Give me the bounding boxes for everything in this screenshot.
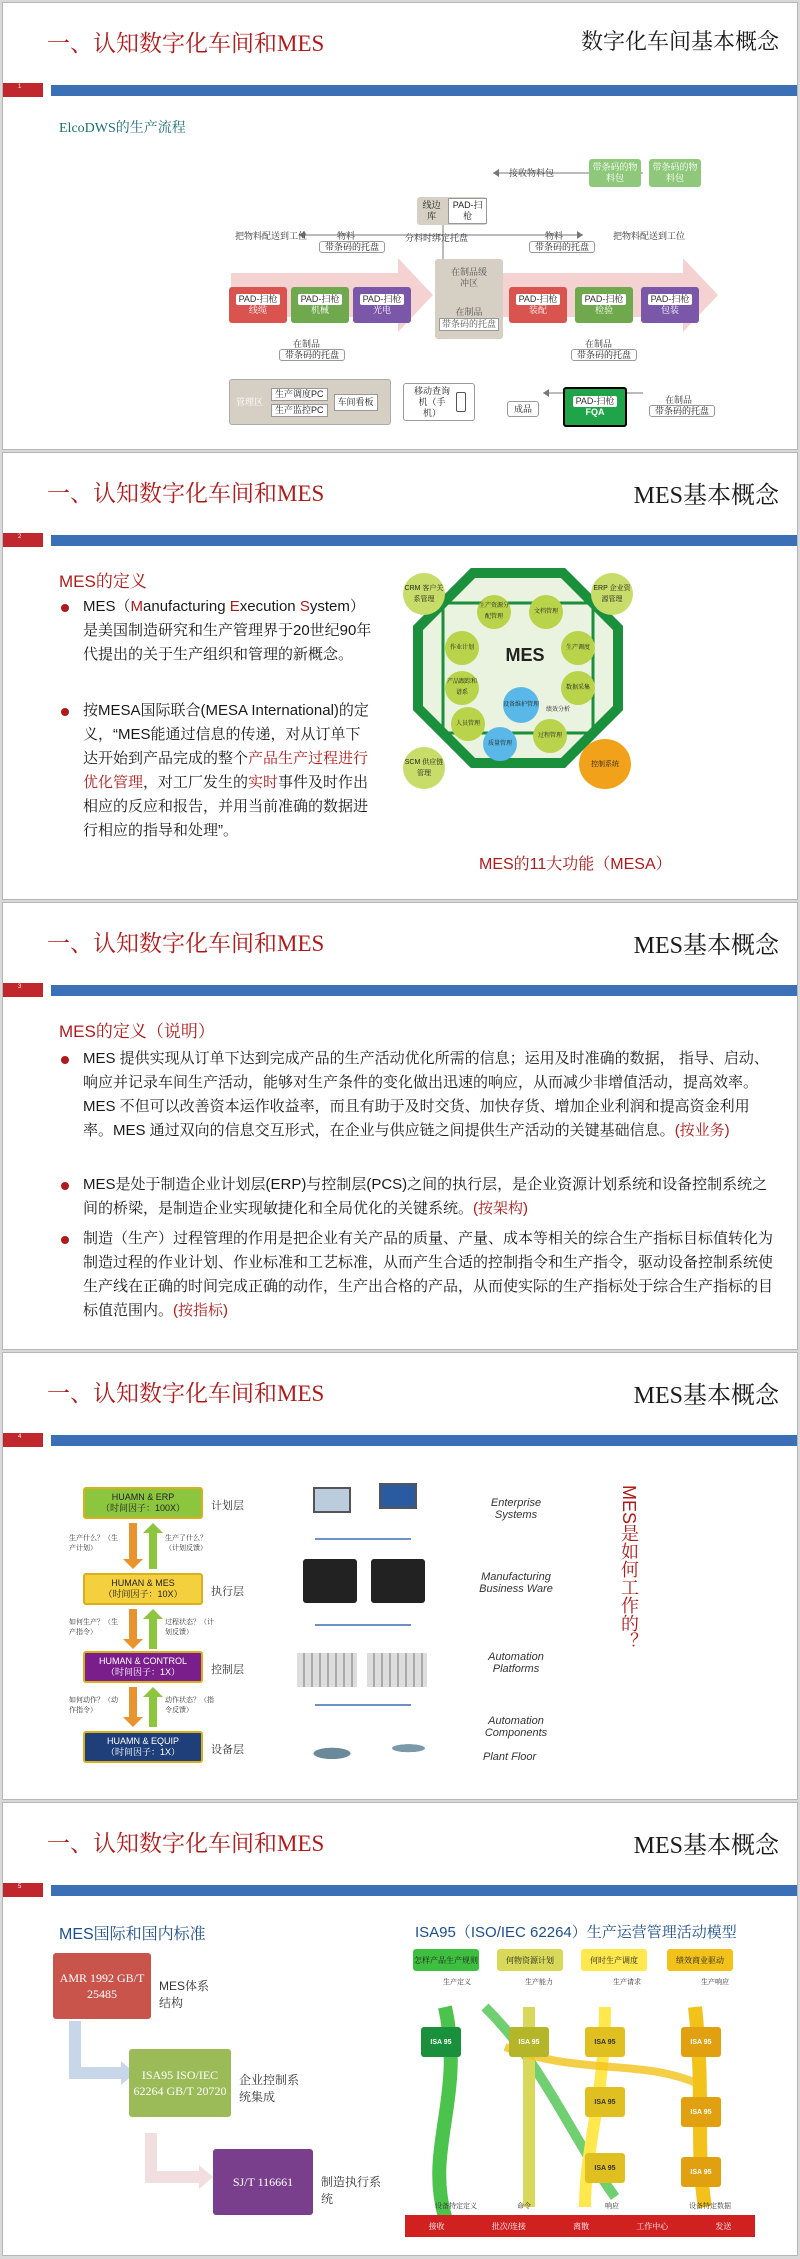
slide-3 [2, 902, 798, 1350]
func-2: 文档管理 [529, 595, 563, 629]
bullet-mesa-definition: 按MESA国际联合(MESA International)的定义，“MES能通过信息的传递，对从订单下达开始到产品完成的整个产品生产过程进行优化管理，对工厂发生的实时事件及时作出相应的反应和报告，并用当前准确的数据进行相应的指导和处理”。 [83, 699, 373, 843]
isa-box-6: ISA 95 [681, 2097, 721, 2127]
plc-icon-2 [367, 1653, 427, 1687]
equipment-icon [281, 1717, 451, 1769]
plc-icon-1 [297, 1653, 357, 1687]
station-2-label: 机械 [310, 305, 329, 315]
func-3: 作业计划 [445, 631, 479, 665]
bullet-dot [61, 1182, 69, 1190]
tray-wip-right: 带条码的托盘 [571, 349, 637, 361]
flow-arrows [3, 3, 798, 450]
mes-center: MES [505, 644, 545, 665]
isa95-flows [405, 1947, 755, 2243]
q3a: 如何动作？（动作指令） [69, 1697, 118, 1714]
barcode-pkg-1: 带条码的物料包 [589, 159, 641, 187]
pad-4: PAD-扫枪 [516, 294, 561, 305]
flow-subtitle: ElcoDWS的生产流程 [59, 121, 186, 136]
crm-circle: CRM 客户关系管理 [403, 573, 445, 615]
q2b: 过程状态？（计划反馈） [165, 1619, 214, 1636]
section-title: 一、认知数字化车间和MES [47, 1831, 325, 1856]
board: 车间看板 [334, 394, 378, 411]
std-isa95: ISA95 ISO/IEC 62264 GB/T 20720 [129, 2049, 231, 2117]
slide-number: 3 [18, 984, 22, 990]
buffer-area [435, 259, 503, 339]
bottom-label-1: 接收 [428, 2221, 445, 2231]
management-area [229, 379, 391, 425]
send-right-label: 把物料配送到工位 [613, 231, 686, 241]
isa-box-7: ISA 95 [585, 2153, 625, 2183]
std-amr: AMR 1992 GB/T 25485 [53, 1953, 151, 2019]
panel-icon-1 [303, 1559, 357, 1603]
wip-left-label: 在制品 [293, 339, 321, 349]
layer-erp-label: 计划层 [211, 1500, 244, 1512]
isa-box-1: ISA 95 [421, 2027, 461, 2057]
laptop-icon-1 [313, 1487, 351, 1513]
section-title: 一、认知数字化车间和MES [47, 481, 325, 506]
pad-fqa: PAD-扫枪 [573, 396, 618, 407]
layer-equip-factor: （时间因子：1X） [105, 1747, 180, 1757]
arch-enterprise: Enterprise Systems [490, 1497, 542, 1521]
bottom-band [405, 2215, 755, 2237]
bottom-mid1-note: 命令 [517, 2203, 531, 2210]
slide-5 [2, 1802, 798, 2256]
wip-fqa-label: 在制品 [665, 395, 693, 405]
layer-control-label: 控制层 [211, 1664, 244, 1676]
layer-erp-factor: （时间因子：100X） [100, 1503, 186, 1513]
pad-3: PAD-扫枪 [360, 294, 405, 305]
station-4 [509, 287, 567, 323]
func-6: 数据采集 [561, 671, 595, 705]
arch-automation-platforms: Automation Platforms [488, 1651, 544, 1675]
layer-mes-factor: （时间因子：10X） [103, 1589, 183, 1599]
station-3 [353, 287, 411, 323]
section-title: 一、认知数字化车间和MES [47, 1381, 325, 1406]
finished-goods: 成品 [507, 401, 539, 417]
tray-wip-left: 带条码的托盘 [279, 349, 345, 361]
slide-number: 2 [18, 534, 22, 540]
send-left-label: 把物料配送到工位 [235, 231, 308, 241]
fqa-label: FQA [585, 407, 605, 417]
station-1-label: 线缆 [248, 305, 267, 315]
func-10: 过程管理 [533, 719, 567, 753]
isa-box-8: ISA 95 [681, 2157, 721, 2187]
std-sjt-label: 制造执行系统 [321, 2175, 382, 2206]
func-8: 设备维护管理 [503, 687, 539, 723]
scm-circle: SCM 供应链管理 [403, 747, 445, 789]
pc-2: 生产监控PC [271, 404, 328, 417]
slide-number: 4 [18, 1434, 22, 1440]
receive-label: 接收物料包 [509, 168, 555, 178]
top-col-1: 怎样产品生产规则 [413, 1949, 479, 1971]
q3b: 动作状态？（指令反馈） [165, 1697, 214, 1714]
buffer-label: 在制品缓冲区 [450, 267, 487, 288]
phone-icon [456, 392, 466, 412]
layer-erp-name: HUAMN & ERP [111, 1492, 175, 1502]
isa95-model-title: ISA95（ISO/IEC 62264）生产运营管理活动模型 [415, 1924, 737, 1941]
slide-number: 5 [18, 1884, 22, 1890]
station-6-label: 包装 [660, 305, 679, 315]
isa-box-4: ISA 95 [681, 2027, 721, 2057]
isa95-model [405, 1947, 755, 2243]
panel-icon-2 [371, 1559, 425, 1603]
definition-subtitle: MES的定义 [59, 572, 147, 591]
bottom-right-note: 设备特定数据 [689, 2203, 731, 2210]
bottom-label-5: 发送 [715, 2221, 732, 2231]
func-4: 生产调度 [561, 631, 595, 665]
layer-control-name: HUMAN & CONTROL [98, 1656, 187, 1666]
func-11: 绩效分析 [545, 706, 570, 713]
station-3-label: 光电 [372, 305, 391, 315]
pad-2: PAD-扫枪 [298, 294, 343, 305]
station-2 [291, 287, 349, 323]
mobile-query [403, 383, 475, 421]
station-5 [575, 287, 633, 323]
layer-mes-label: 执行层 [211, 1586, 244, 1598]
header-red-bar [3, 983, 43, 997]
fqa-station [563, 387, 627, 427]
standards-title: MES国际和国内标准 [59, 1926, 206, 1943]
slide-number: 1 [18, 84, 22, 90]
bullet-by-business: MES 提供实现从订单下达到完成产品的生产活动优化所需的信息；运用及时准确的数据， 指导、启动、响应并记录车间生产活动，能够对生产条件的变化做出迅速的响应，从而减少非增值活动，提高效率。 MES 不但可以改善资本运作收益率，而且有助于及时交货、加快存货、增加企业利润和提高资金利用率。MES 通过双向的信息交互形式，在企业与供应链之间提供生产活动的关键基础信息。(按业务) [83, 1047, 773, 1143]
layer-equip-label: 设备层 [211, 1744, 244, 1756]
layer-equip-name: HUAMN & EQUIP [106, 1736, 179, 1746]
top-col-2: 何物资源计划 [497, 1949, 563, 1971]
mobile-label: 移动查询机（手机） [413, 385, 450, 418]
top-col-3: 何时生产调度 [581, 1949, 647, 1971]
bottom-label-2: 批次/连接 [491, 2221, 526, 2231]
plant-floor: Plant Floor [483, 1751, 537, 1763]
slide-1 [2, 2, 798, 450]
pad-6: PAD-扫枪 [648, 294, 693, 305]
q1b: 生产了什么？（计划反馈） [165, 1535, 207, 1552]
mgmt-label: 管理区 [236, 396, 264, 407]
bind-tray-label: 分料时绑定托盘 [405, 233, 469, 243]
func-9: 质量管理 [483, 727, 517, 761]
tray-right: 带条码的托盘 [529, 241, 595, 253]
bullet-dot [61, 1056, 69, 1064]
definition-note-subtitle: MES的定义（说明） [59, 1022, 215, 1041]
edge-warehouse [417, 197, 487, 225]
slide-title: 数字化车间基本概念 [580, 30, 779, 55]
erp-circle: ERP 企业资源管理 [591, 573, 633, 615]
control-circle: 控制系统 [579, 739, 631, 789]
edge-warehouse-label: 线边库 [422, 200, 441, 221]
bottom-left-note: 设备特定定义 [435, 2203, 477, 2210]
slide-title: MES基本概念 [633, 933, 779, 959]
header-blue-bar [51, 985, 797, 996]
station-1 [229, 287, 287, 323]
bottom-label-4: 工作中心 [636, 2221, 669, 2231]
mes-functions-diagram [3, 453, 798, 900]
slide-2 [2, 452, 798, 900]
slide-title: MES基本概念 [633, 483, 779, 509]
bullet-by-architecture: MES是处于制造企业计划层(ERP)与控制层(PCS)之间的执行层，是企业资源计划系统和设备控制系统之间的桥梁，是制造企业实现敏捷化和全局优化的关键系统。(按架构) [83, 1173, 773, 1221]
bullet-mes-origin: MES（Manufacturing Execution System）是美国制造研究和生产管理界于20世纪90年代提出的关于生产组织和管理的新概念。 [83, 595, 373, 667]
pad-5: PAD-扫枪 [582, 294, 627, 305]
laptop-icon-2 [379, 1483, 417, 1509]
pc-group [271, 388, 328, 417]
wip-mid: 在制品 [455, 307, 483, 317]
material-left-label: 物料 [337, 231, 356, 241]
sub-label-4: 生产响应 [701, 1979, 729, 1986]
bullet-by-indicator: 制造（生产）过程管理的作用是把企业有关产品的质量、产量、成本等相关的综合生产指标目标值转化为制造过程的作业计划、作业标准和工艺标准，从而产生合适的控制指令和生产指令，驱动设备控制系统使生产线在正确的时间完成正确的动作，生产出合格的产品，从而使实际的生产指标处于综合生产指标的目标值范围内。(按指标) [83, 1227, 773, 1323]
station-6 [641, 287, 699, 323]
barcode-pkg-2: 带条码的物料包 [649, 159, 701, 187]
station-4-label: 装配 [528, 305, 547, 315]
layer-control-factor: （时间因子：1X） [105, 1667, 180, 1677]
std-sjt: SJ/T 116661 [213, 2149, 313, 2215]
arch-automation-components: Automation Components [484, 1715, 548, 1739]
q2a: 如何生产？（生产指令） [69, 1619, 118, 1636]
section-title: 一、认知数字化车间和MES [47, 31, 325, 56]
station-5-label: 检验 [594, 305, 613, 315]
isa-box-3: ISA 95 [585, 2027, 625, 2057]
slide-title: MES基本概念 [633, 1383, 779, 1409]
layer-mes-name: HUMAN & MES [111, 1578, 175, 1588]
func-7: 人员管理 [451, 707, 485, 741]
material-right-label: 物料 [545, 231, 564, 241]
wip-right-label: 在制品 [585, 339, 613, 349]
tray-mid: 带条码的托盘 [439, 318, 499, 331]
std-amr-label: MES体系结构 [159, 1979, 210, 2010]
isa-box-2: ISA 95 [509, 2027, 549, 2057]
pc-1: 生产调度PC [271, 388, 328, 401]
tray-fqa: 带条码的托盘 [649, 405, 715, 417]
pad-scan-top: PAD-扫枪 [448, 198, 487, 224]
bottom-mid2-note: 响应 [605, 2203, 619, 2210]
sub-label-3: 生产请求 [613, 1979, 641, 1986]
pad-1: PAD-扫枪 [236, 294, 281, 305]
bullet-dot [61, 1236, 69, 1244]
sub-label-2: 生产能力 [525, 1979, 553, 1986]
vertical-question: MES是如何工作的？ [619, 1485, 639, 1651]
tray-left: 带条码的托盘 [319, 241, 385, 253]
section-title: 一、认知数字化车间和MES [47, 931, 325, 956]
top-col-4: 绩效商业驱动 [667, 1949, 733, 1971]
arch-manufacturing: Manufacturing Business Ware [479, 1571, 553, 1595]
slide-4 [2, 1352, 798, 1800]
bottom-label-3: 离散 [573, 2221, 590, 2231]
isa-box-5: ISA 95 [585, 2087, 625, 2117]
func-5: 产品跟踪和谱系 [445, 671, 479, 705]
q1a: 生产什么？（生产计划） [69, 1535, 118, 1552]
sub-label-1: 生产定义 [443, 1979, 471, 1986]
diagram-caption: MES的11大功能（MESA） [479, 856, 672, 873]
slide-title: MES基本概念 [633, 1833, 779, 1859]
func-1: 生产资源分配管理 [477, 595, 511, 629]
std-isa95-label: 企业控制系统集成 [239, 2073, 300, 2104]
